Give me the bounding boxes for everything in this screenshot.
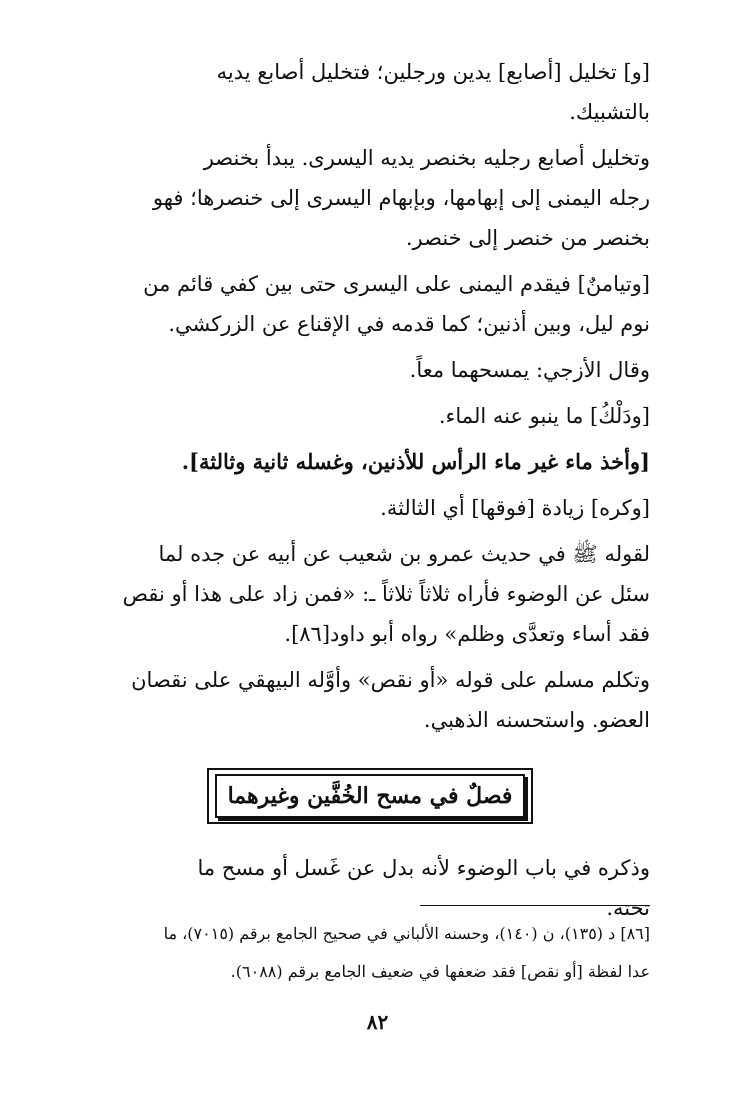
section-heading: فصلٌ في مسح الخُفَّين وغيرهما <box>215 774 525 818</box>
footnote-divider <box>420 905 650 906</box>
text-line: [و] تخليل [أصابع] يدين ورجلين؛ فتخليل أصابع يديه <box>216 60 650 84</box>
paragraph-7 <box>90 488 650 528</box>
text-line: [وكره] زيادة [فوقها] أي الثالثة. <box>380 496 650 520</box>
text-line: لقوله ﷺ في حديث عمرو بن شعيب عن أبيه عن جده لما <box>158 542 650 566</box>
text-line: نوم ليل، وبين أذنين؛ كما قدمه في الإقناع عن الزركشي. <box>168 312 650 336</box>
text-line: [ودَلْكُ] ما ينبو عنه الماء. <box>438 404 650 428</box>
text-line: وقال الأزجي: يمسحهما معاً. <box>409 358 650 382</box>
paragraph-4 <box>90 350 650 390</box>
page-number: ٨٢ <box>366 1010 389 1034</box>
paragraph-6 <box>90 442 650 482</box>
section-heading-frame <box>207 768 533 824</box>
paragraph-2 <box>90 138 650 258</box>
text-line: تحته. <box>606 896 650 920</box>
text-line: [وتيامنٌ] فيقدم اليمنى على اليسرى حتى بين كفي قائم من <box>143 272 650 296</box>
text-line: وذكره في باب الوضوء لأنه بدل عن غَسل أو مسح ما <box>197 856 650 880</box>
paragraph-5 <box>90 396 650 436</box>
paragraph-8 <box>90 534 650 654</box>
paragraph-3 <box>90 264 650 344</box>
paragraph-9 <box>90 660 650 740</box>
text-line: العضو. واستحسنه الذهبي. <box>423 708 650 732</box>
page-body <box>90 52 650 934</box>
footnote-line: عدا لفظة [أو نقص] فقد ضعفها في ضعيف الجامع برقم (٦٠٨٨). <box>230 962 650 981</box>
text-line: سئل عن الوضوء فأراه ثلاثاً ثلاثاً ـ: «فمن زاد على هذا أو نقص <box>122 582 650 606</box>
text-line: رجله اليمنى إلى إبهامها، وبإبهام اليسرى إلى خنصرها؛ فهو <box>152 186 650 210</box>
text-line: فقد أساء وتعدَّى وظلم» رواه أبو داود[٨٦]. <box>284 622 650 646</box>
text-line: وتخليل أصابع رجليه بخنصر يديه اليسرى. يبدأ بخنصر <box>203 146 650 170</box>
footnote-line: [٨٦] د (١٣٥)، ن (١٤٠)، وحسنه الألباني في صحيح الجامع برقم (٧٠١٥)، ما <box>163 924 650 943</box>
paragraph-1 <box>90 52 650 132</box>
text-line: وتكلم مسلم على قوله «أو نقص» وأوَّله البيهقي على نقصان <box>131 668 650 692</box>
text-line: [وأخذ ماء غير ماء الرأس للأذنين، وغسله ثانية وثالثة]. <box>181 449 650 474</box>
footnote <box>90 915 650 991</box>
text-line: بخنصر من خنصر إلى خنصر. <box>405 226 650 250</box>
text-line: بالتشبيك. <box>569 100 650 124</box>
